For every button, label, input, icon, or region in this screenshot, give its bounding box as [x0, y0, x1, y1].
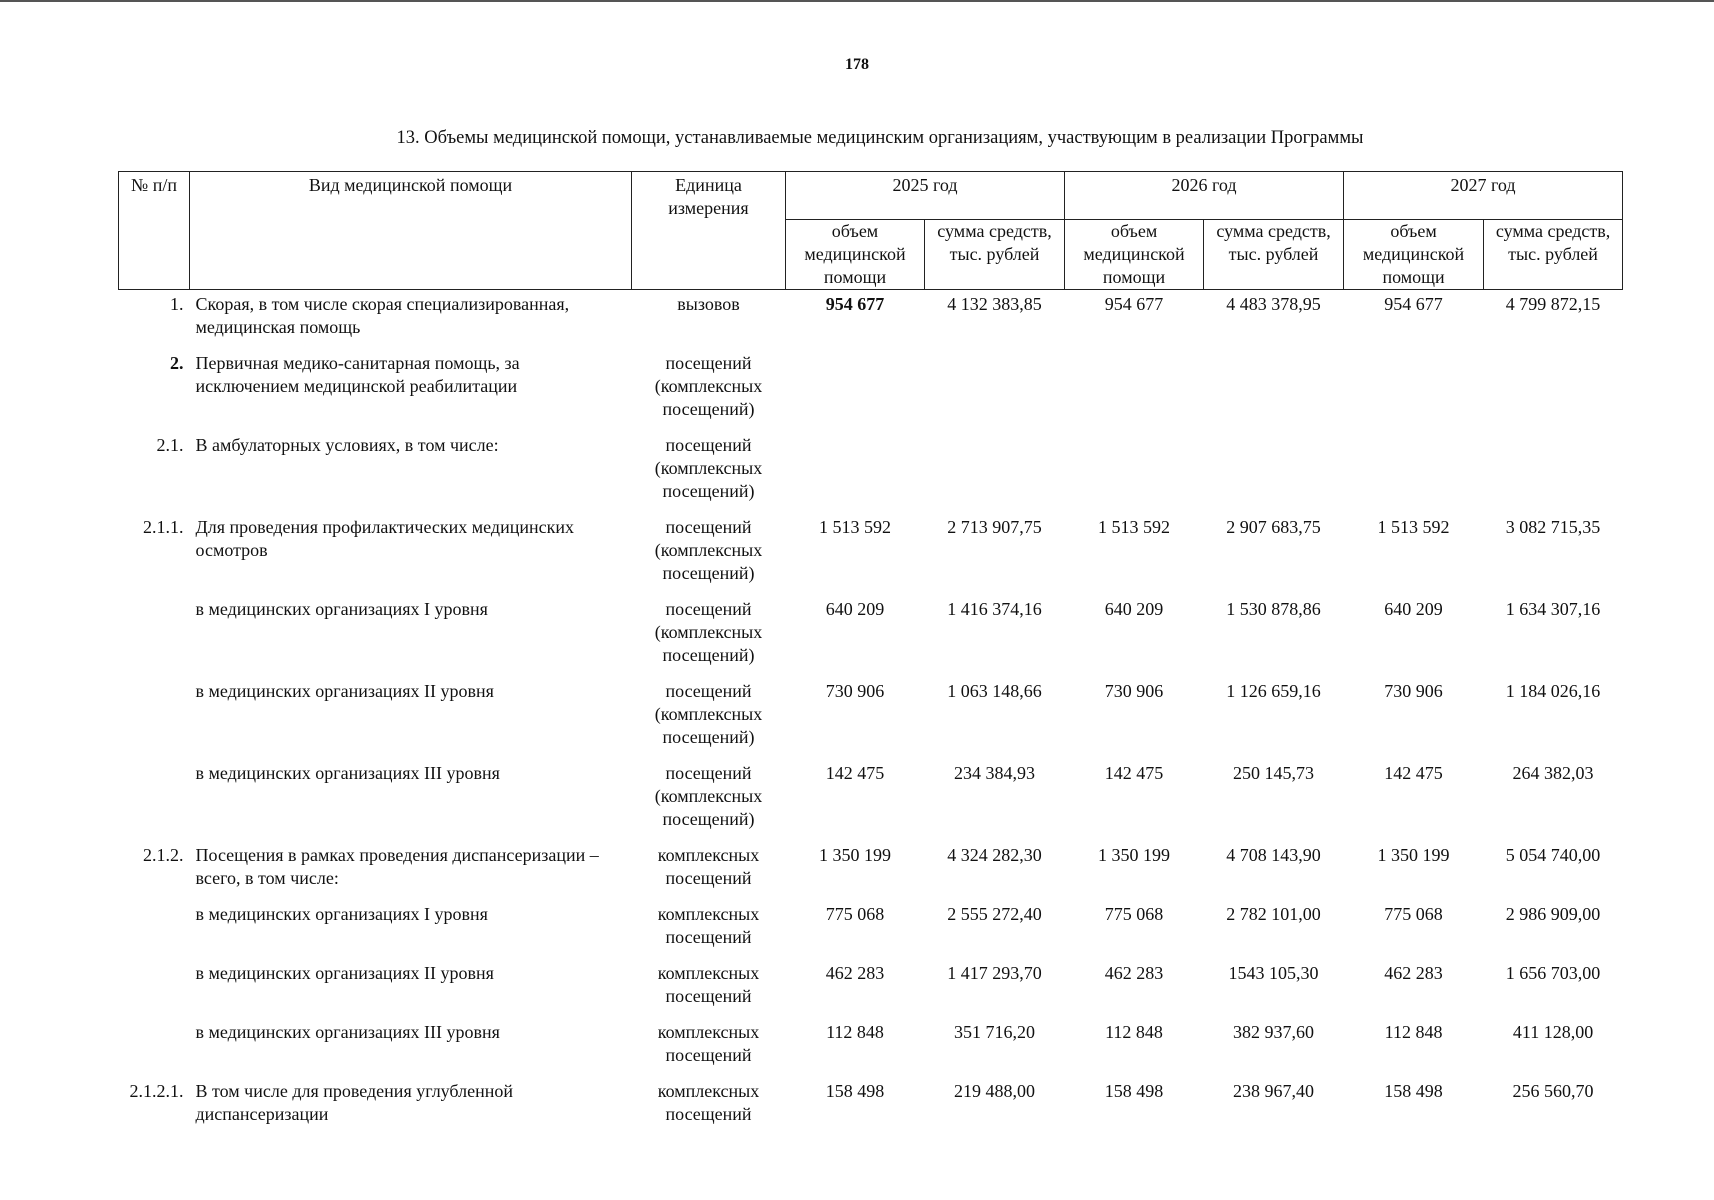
table-row: [119, 349, 1623, 431]
value-2026-amount: 1 126 659,16: [1226, 681, 1321, 701]
value-2025-amount: 219 488,00: [954, 1081, 1035, 1101]
value-2025-amount: [925, 431, 1065, 513]
header-amount: сумма средств, тыс. рублей: [925, 220, 1065, 290]
value-2025-amount: 2 713 907,75: [947, 517, 1042, 537]
value-2025-volume: 730 906: [825, 681, 885, 701]
row-unit: посещений (комплексных посещений): [654, 763, 763, 829]
value-2027-amount: [1484, 431, 1623, 513]
value-2025-volume: 112 848: [826, 1022, 884, 1042]
table-row: [119, 759, 1623, 841]
row-unit: комплексных посещений: [657, 963, 760, 1006]
value-2026-volume: 112 848: [1105, 1022, 1163, 1042]
value-2027-volume: 640 209: [1384, 599, 1443, 619]
value-2025-amount: 1 417 293,70: [947, 963, 1042, 983]
value-2026-amount: 2 907 683,75: [1226, 517, 1321, 537]
value-2025-volume: 640 209: [825, 599, 885, 619]
value-2027-volume: 1 350 199: [1377, 845, 1450, 865]
row-number: 2.1.1.: [143, 517, 184, 537]
table-row: [119, 677, 1623, 759]
row-care-type: В амбулаторных условиях, в том числе:: [195, 435, 499, 455]
header-year-2026: 2026 год: [1065, 172, 1344, 220]
header-year-2027: 2027 год: [1344, 172, 1623, 220]
row-unit: вызовов: [677, 294, 740, 314]
header-year-2025: 2025 год: [786, 172, 1065, 220]
value-2027-amount: 3 082 715,35: [1505, 517, 1601, 537]
table-row: [119, 959, 1623, 1018]
value-2026-volume: [1065, 349, 1204, 431]
value-2026-amount: [1204, 349, 1344, 431]
value-2027-amount: 256 560,70: [1512, 1081, 1594, 1101]
value-2026-volume: 158 498: [1104, 1081, 1164, 1101]
row-number: 2.1.2.1.: [129, 1081, 184, 1101]
value-2026-amount: 250 145,73: [1233, 763, 1315, 783]
header-num: № п/п: [119, 172, 190, 290]
value-2026-volume: 775 068: [1104, 904, 1164, 924]
value-2025-amount: 351 716,20: [954, 1022, 1035, 1042]
row-care-type: Для проведения профилактических медицинских осмотров: [195, 517, 574, 560]
row-care-type: в медицинских организациях II уровня: [195, 681, 494, 701]
table-row: [119, 290, 1623, 350]
value-2026-volume: 462 283: [1104, 963, 1164, 983]
value-2027-amount: 1 656 703,00: [1505, 963, 1601, 983]
value-2027-volume: 730 906: [1384, 681, 1443, 701]
row-unit: посещений (комплексных посещений): [654, 517, 763, 583]
medical-volumes-table: [118, 171, 1623, 1136]
value-2026-volume: 142 475: [1104, 763, 1164, 783]
value-2025-amount: [925, 349, 1065, 431]
row-care-type: Скорая, в том числе скорая специализированная, медицинская помощь: [195, 294, 570, 337]
table-row: [119, 1077, 1623, 1136]
value-2025-amount: 4 132 383,85: [947, 294, 1042, 314]
value-2026-volume: 1 513 592: [1098, 517, 1171, 537]
row-unit: посещений (комплексных посещений): [654, 599, 763, 665]
header-volume: объем медицинской помощи: [1065, 220, 1204, 290]
value-2025-volume: 462 283: [825, 963, 885, 983]
row-number: [119, 677, 190, 759]
value-2026-amount: 1 530 878,86: [1226, 599, 1321, 619]
value-2027-amount: 1 184 026,16: [1505, 681, 1601, 701]
value-2027-amount: 264 382,03: [1512, 763, 1594, 783]
value-2026-amount: 238 967,40: [1233, 1081, 1315, 1101]
value-2026-amount: 2 782 101,00: [1226, 904, 1321, 924]
value-2027-volume: 158 498: [1384, 1081, 1443, 1101]
value-2027-amount: 411 128,00: [1512, 1022, 1594, 1042]
row-number: 2.: [170, 353, 184, 373]
table-header: [119, 172, 1623, 290]
value-2025-volume: [786, 431, 925, 513]
value-2026-volume: 954 677: [1104, 294, 1164, 314]
value-2025-volume: [786, 349, 925, 431]
value-2025-amount: 1 063 148,66: [947, 681, 1042, 701]
row-care-type: в медицинских организациях I уровня: [195, 599, 488, 619]
row-unit: комплексных посещений: [657, 1081, 760, 1124]
row-care-type: В том числе для проведения углубленной диспансеризации: [195, 1081, 514, 1124]
row-number: [119, 1018, 190, 1077]
value-2025-volume: 158 498: [825, 1081, 885, 1101]
row-care-type: Посещения в рамках проведения диспансеризации – всего, в том числе:: [195, 845, 599, 888]
value-2027-volume: [1344, 431, 1484, 513]
table-row: [119, 595, 1623, 677]
row-care-type: в медицинских организациях III уровня: [195, 763, 500, 783]
value-2026-amount: 1543 105,30: [1228, 963, 1319, 983]
row-unit: комплексных посещений: [657, 845, 760, 888]
row-unit: посещений (комплексных посещений): [654, 435, 763, 501]
row-unit: посещений (комплексных посещений): [654, 681, 763, 747]
table-row: [119, 431, 1623, 513]
table-title: 13. Объемы медицинской помощи, устанавливаемые медицинским организациям, участвующим в реализации Программы: [396, 128, 1364, 148]
value-2027-amount: 2 986 909,00: [1505, 904, 1601, 924]
value-2027-volume: 1 513 592: [1377, 517, 1450, 537]
value-2026-amount: 382 937,60: [1233, 1022, 1315, 1042]
value-2025-amount: 4 324 282,30: [947, 845, 1042, 865]
header-volume: объем медицинской помощи: [1344, 220, 1484, 290]
table-body: [119, 290, 1623, 1137]
value-2026-volume: 640 209: [1104, 599, 1164, 619]
value-2027-volume: [1344, 349, 1484, 431]
header-amount: сумма средств, тыс. рублей: [1204, 220, 1344, 290]
header-amount: сумма средств, тыс. рублей: [1484, 220, 1623, 290]
value-2026-amount: [1204, 431, 1344, 513]
value-2026-amount: 4 708 143,90: [1226, 845, 1321, 865]
value-2025-amount: 2 555 272,40: [947, 904, 1042, 924]
row-unit: комплексных посещений: [657, 904, 760, 947]
row-care-type: в медицинских организациях II уровня: [195, 963, 494, 983]
row-number: 2.1.2.: [143, 845, 184, 865]
value-2026-volume: 730 906: [1104, 681, 1164, 701]
value-2027-volume: 142 475: [1384, 763, 1443, 783]
value-2027-amount: 4 799 872,15: [1505, 294, 1601, 314]
row-unit: посещений (комплексных посещений): [654, 353, 763, 419]
table-row: [119, 900, 1623, 959]
row-number: [119, 759, 190, 841]
value-2025-volume: 775 068: [825, 904, 885, 924]
value-2027-volume: 954 677: [1384, 294, 1443, 314]
row-number: [119, 595, 190, 677]
value-2027-volume: 462 283: [1384, 963, 1443, 983]
value-2026-volume: 1 350 199: [1098, 845, 1171, 865]
page-top-border: [0, 0, 1714, 2]
value-2025-volume: 1 350 199: [819, 845, 891, 865]
page-number: 178: [845, 56, 869, 73]
row-number: [119, 900, 190, 959]
value-2025-amount: 1 416 374,16: [947, 599, 1042, 619]
row-number: 2.1.: [156, 435, 184, 455]
row-care-type: в медицинских организациях I уровня: [195, 904, 488, 924]
value-2025-volume: 1 513 592: [819, 517, 891, 537]
value-2026-amount: 4 483 378,95: [1226, 294, 1321, 314]
table-row: [119, 841, 1623, 900]
row-number: 1.: [170, 294, 184, 314]
header-type: Вид медицинской помощи: [190, 172, 632, 290]
row-number: [119, 959, 190, 1018]
row-care-type: в медицинских организациях III уровня: [195, 1022, 500, 1042]
table-row: [119, 513, 1623, 595]
header-unit: Единица измерения: [632, 172, 786, 290]
row-unit: комплексных посещений: [657, 1022, 760, 1065]
value-2027-amount: 5 054 740,00: [1505, 845, 1601, 865]
value-2025-amount: 234 384,93: [954, 763, 1035, 783]
value-2025-volume: 142 475: [825, 763, 885, 783]
value-2027-amount: 1 634 307,16: [1505, 599, 1601, 619]
value-2027-volume: 775 068: [1384, 904, 1443, 924]
value-2027-volume: 112 848: [1384, 1022, 1443, 1042]
value-2026-volume: [1065, 431, 1204, 513]
table-row: [119, 1018, 1623, 1077]
header-volume: объем медицинской помощи: [786, 220, 925, 290]
value-2027-amount: [1484, 349, 1623, 431]
row-care-type: Первичная медико-санитарная помощь, за исключением медицинской реабилитации: [195, 353, 520, 396]
value-2025-volume: 954 677: [825, 294, 885, 314]
